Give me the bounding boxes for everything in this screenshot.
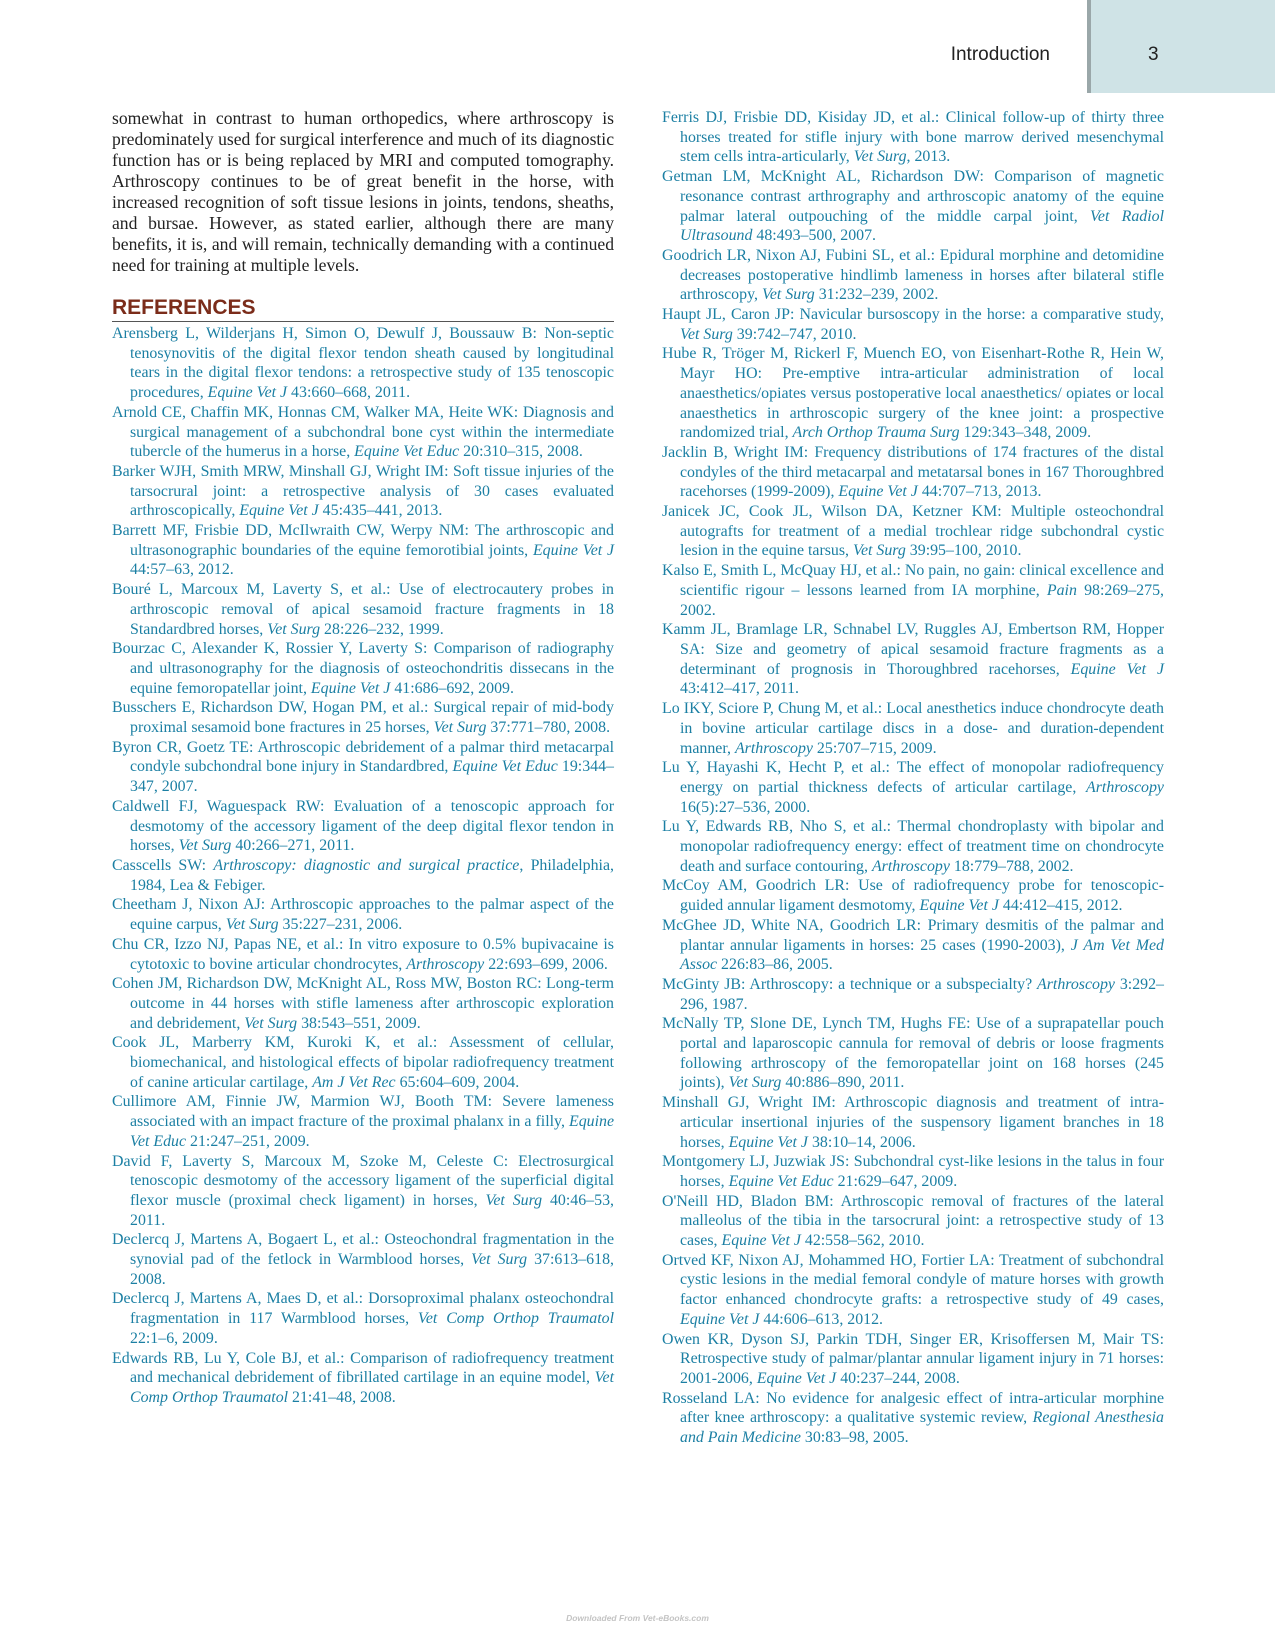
reference-authors-title: Busschers E, Richardson DW, Hogan PM, et al.: Surgical repair of mid-body proximal sesamoid bone fractures in 25 horses, [112, 699, 614, 737]
reference-entry [662, 1330, 1164, 1389]
reference-entry [112, 324, 614, 403]
reference-journal: Equine Vet J [207, 384, 288, 402]
reference-authors-title: Barrett MF, Frisbie DD, McIlwraith CW, Werpy NM: The arthroscopic and ultrasonographic boundaries of the equine femorotibial joints, [112, 522, 614, 559]
reference-authors-title: Cheetham J, Nixon AJ: Arthroscopic approaches to the palmar aspect of the equine carpus, [112, 896, 614, 934]
reference-citation: 226:83–86, 2005. [717, 956, 833, 974]
reference-authors-title: Kamm JL, Bramlage LR, Schnabel LV, Ruggles AJ, Embertson RM, Hopper SA: Size and geometry of apical sesamoid fracture fragments as a determinant of prognosis in Thoroughbred racehorses, [662, 621, 1164, 678]
references-heading: REFERENCES [112, 296, 614, 322]
reference-citation: , 2013. [906, 148, 951, 166]
reference-citation: 21:247–251, 2009. [186, 1132, 310, 1150]
reference-citation: 25:707–715, 2009. [812, 739, 937, 757]
reference-authors-title: Minshall GJ, Wright IM: Arthroscopic diagnosis and treatment of intra-articular insertional injuries of the suspensory ligament branches in 18 horses, [662, 1094, 1164, 1151]
reference-citation: 40:46–53, 2011. [130, 1191, 614, 1229]
reference-authors-title: Arensberg L, Wilderjans H, Simon O, Dewulf J, Boussauw B: Non-septic tenosynovitis of the digital flexor tendon sheath caused by longitudinal tears in the digital flexor tendons: a retrospective study of 135 tenoscopic procedures, [112, 325, 614, 402]
reference-authors-title: Cullimore AM, Finnie JW, Marmion WJ, Booth TM: Severe lameness associated with an impact fracture of the proximal phalanx in a filly, [112, 1093, 614, 1131]
reference-citation: 43:660–668, 2011. [287, 384, 411, 402]
reference-citation: 42:558–562, 2010. [800, 1232, 925, 1250]
reference-journal: Arthroscopy [1086, 778, 1164, 796]
reference-entry [662, 1093, 1164, 1152]
reference-journal: Vet Surg [267, 620, 321, 638]
reference-entry [112, 639, 614, 698]
reference-journal: Arch Orthop Trauma Surg [792, 424, 960, 442]
right-column [662, 108, 1164, 1448]
reference-entry [662, 108, 1164, 167]
reference-journal: Equine Vet J [1070, 660, 1164, 678]
reference-authors-title: Bouré L, Marcoux M, Laverty S, et al.: Use of electrocautery probes in arthroscopic removal of apical sesamoid fracture fragments in 18 Standardbred horses, [112, 581, 614, 638]
reference-citation: 39:742–747, 2010. [732, 325, 857, 343]
reference-journal: Equine Vet Educ [130, 1113, 614, 1150]
references-list-left [112, 324, 614, 1408]
reference-journal: Arthroscopy [734, 739, 813, 757]
references-list-right [662, 108, 1164, 1448]
reference-citation: 40:886–890, 2011. [781, 1074, 905, 1092]
reference-authors-title: Lu Y, Hayashi K, Hecht P, et al.: The effect of monopolar radiofrequency energy on partial thickness defects of articular cartilage, [662, 759, 1164, 796]
reference-authors-title: Declercq J, Martens A, Bogaert L, et al.: Osteochondral fragmentation in the synovial pad of the fetlock in Warmblood horses, [112, 1231, 614, 1269]
reference-authors-title: Kalso E, Smith L, McQuay HJ, et al.: No pain, no gain: clinical excellence and scientific rigour – lessons learned from IA morphine, [662, 562, 1164, 599]
reference-journal: Am J Vet Rec [312, 1073, 396, 1091]
reference-journal: Equine Vet Educ [354, 443, 460, 461]
reference-journal: Equine Vet J [239, 502, 319, 520]
reference-entry [112, 935, 614, 974]
reference-journal: Vet Surg [728, 1074, 782, 1092]
reference-citation: 30:83–98, 2005. [800, 1429, 909, 1447]
reference-journal: Vet Comp Orthop Traumatol [417, 1310, 615, 1328]
reference-entry [662, 699, 1164, 758]
reference-citation: 18:779–788, 2002. [949, 857, 1074, 875]
reference-journal: Vet Surg [761, 286, 815, 304]
reference-entry [662, 1152, 1164, 1191]
reference-entry [662, 443, 1164, 502]
running-header [0, 0, 1275, 96]
reference-entry [112, 856, 614, 895]
reference-journal: Equine Vet J [721, 1232, 801, 1250]
reference-authors-title: Hube R, Tröger M, Rickerl F, Muench EO, von Eisenhart-Rothe R, Hein W, Mayr HO: Pre-emptive intra-articular administration of local anaesthetics/opiates versus postoperative local anaesthetics/ opiates or local anaesthetics in arthroscopic surgery of the knee joint: a prospective randomized trial, [662, 345, 1164, 442]
reference-citation: 38:543–551, 2009. [297, 1014, 421, 1032]
download-watermark: Downloaded From Vet-eBooks.com [566, 1613, 709, 1623]
reference-journal: J Am Vet Med Assoc [680, 936, 1165, 974]
reference-entry [112, 462, 614, 521]
reference-entry [662, 1192, 1164, 1251]
reference-entry [662, 246, 1164, 305]
reference-journal: Equine Vet J [919, 897, 999, 915]
page-tab [1087, 0, 1275, 93]
reference-authors-title: O'Neill HD, Bladon BM: Arthroscopic removal of fractures of the lateral malleolus of the tibia in the tarsocrural joint: a retrospective study of 13 cases, [662, 1192, 1164, 1250]
reference-citation: 44:606–613, 2012. [759, 1310, 884, 1328]
reference-journal: Equine Vet Educ [728, 1172, 834, 1190]
reference-entry [112, 1349, 614, 1408]
reference-entry [112, 1152, 614, 1231]
reference-journal: Vet Radiol Ultrasound [680, 207, 1164, 245]
reference-authors-title: McGhee JD, White NA, Goodrich LR: Primary desmitis of the palmar and plantar annular ligaments in horses: 25 cases (1990-2003), [662, 916, 1164, 954]
reference-entry [662, 502, 1164, 561]
reference-authors-title: McCoy AM, Goodrich LR: Use of radiofrequency probe for tenoscopic-guided annular ligament desmotomy, [662, 877, 1164, 915]
reference-citation: 38:10–14, 2006. [807, 1133, 916, 1151]
reference-journal: Equine Vet J [728, 1133, 808, 1151]
reference-citation: 40:237–244, 2008. [836, 1370, 960, 1387]
reference-authors-title: Declercq J, Martens A, Maes D, et al.: Dorsoproximal phalanx osteochondral fragmentation in 117 Warmblood horses, [112, 1290, 614, 1328]
reference-journal: Arthroscopy [406, 955, 485, 973]
reference-journal: Vet Surg [225, 916, 279, 934]
reference-journal: Vet Surg [485, 1191, 543, 1209]
reference-journal: Vet Surg [178, 837, 232, 855]
reference-authors-title: Edwards RB, Lu Y, Cole BJ, et al.: Comparison of radiofrequency treatment and mechanical debridement of fibrillated cartilage in an equine model, [112, 1349, 614, 1387]
reference-authors-title: David F, Laverty S, Marcoux M, Szoke M, Celeste C: Electrosurgical tenoscopic desmotomy of the accessory ligament of the superficial digital flexor muscle (proximal check ligament) in horses, [112, 1152, 614, 1209]
reference-authors-title: Ferris DJ, Frisbie DD, Kisiday JD, et al.: Clinical follow-up of thirty three horses treated for stifle injury with bone marrow derived mesenchymal stem cells intra-articularly, [662, 109, 1164, 166]
reference-citation: 44:57–63, 2012. [130, 561, 234, 579]
reference-entry [662, 1251, 1164, 1330]
intro-paragraph: somewhat in contrast to human orthopedics, where arthroscopy is predominately used for surgical interference and much of its diagnostic function has or is being replaced by MRI and computed tomography. Arthroscopy continues to be of great benefit in the horse, with increased recognition of soft tissue lesions in joints, tendons, sheaths, and bursae. However, as stated earlier, although there are many benefits, it is, and will remain, technically demanding with a continued need for training at multiple levels. [112, 108, 614, 275]
reference-citation: 65:604–609, 2004. [395, 1073, 520, 1091]
reference-citation: 22:693–699, 2006. [484, 955, 608, 973]
reference-entry [112, 521, 614, 580]
reference-authors-title: Ortved KF, Nixon AJ, Mohammed HO, Fortier LA: Treatment of subchondral cystic lesions in the medial femoral condyle of mature horses with growth factor enhanced chondrocyte grafts: a retrospective study of 49 cases, [662, 1251, 1164, 1309]
reference-journal: Equine Vet J [532, 541, 615, 559]
reference-citation: 129:343–348, 2009. [959, 424, 1092, 442]
reference-citation: 40:266–271, 2011. [231, 837, 355, 855]
reference-authors-title: Janicek JC, Cook JL, Wilson DA, Ketzner KM: Multiple osteochondral autografts for treatment of a medial trochlear ridge subchondral cystic lesion in the equine tarsus, [662, 503, 1164, 560]
reference-journal: Vet Surg [680, 325, 733, 343]
reference-authors-title: Haupt JL, Caron JP: Navicular bursoscopy in the horse: a comparative study, [662, 306, 1164, 324]
reference-authors-title: Lu Y, Edwards RB, Nho S, et al.: Thermal chondroplasty with bipolar and monopolar radiofrequency energy: effect of treatment time on chondrocyte death and surface contouring, [662, 818, 1164, 875]
reference-citation: 43:412–417, 2011. [680, 680, 800, 698]
reference-journal: Equine Vet J [680, 1310, 760, 1328]
page-number: 3 [1148, 44, 1159, 65]
reference-authors-title: Byron CR, Goetz TE: Arthroscopic debridement of a palmar third metacarpal condyle subchondral bone injury in Standardbred, [112, 738, 614, 776]
reference-entry [112, 580, 614, 639]
reference-citation: 16(5):27–536, 2000. [680, 798, 811, 816]
reference-entry [662, 305, 1164, 344]
reference-citation: 19:344–347, 2007. [130, 758, 614, 796]
reference-entry [112, 797, 614, 856]
reference-journal: Vet Comp Orthop Traumatol [130, 1369, 614, 1406]
reference-entry [662, 1389, 1164, 1448]
reference-entry [112, 1289, 614, 1348]
reference-journal: Equine Vet Educ [452, 758, 558, 776]
reference-authors-title: Bourzac C, Alexander K, Rossier Y, Laverty S: Comparison of radiography and ultrasonography for the diagnosis of osteochondritis dissecans in the equine femoropatellar joint, [112, 640, 614, 697]
reference-entry [112, 403, 614, 462]
reference-citation: 21:41–48, 2008. [288, 1388, 396, 1406]
reference-entry [662, 1014, 1164, 1093]
reference-citation: 37:771–780, 2008. [486, 719, 611, 737]
reference-journal: Arthroscopy [871, 857, 950, 875]
reference-citation: 44:707–713, 2013. [917, 483, 1042, 501]
reference-entry [112, 738, 614, 797]
reference-authors-title: Caldwell FJ, Waguespack RW: Evaluation of a tenoscopic approach for desmotomy of the accessory ligament of the deep digital flexor tendon in horses, [112, 797, 614, 855]
reference-citation: 3:292–296, 1987. [680, 975, 1164, 1013]
reference-journal: Pain [1046, 581, 1077, 599]
reference-journal: Equine Vet J [756, 1370, 837, 1387]
reference-entry [662, 167, 1164, 246]
reference-citation: 31:232–239, 2002. [814, 286, 939, 304]
reference-entry [662, 876, 1164, 915]
reference-entry [112, 1230, 614, 1289]
left-column [112, 108, 614, 1408]
reference-authors-title: Goodrich LR, Nixon AJ, Fubini SL, et al.: Epidural morphine and detomidine decreases postoperative hindlimb lameness in horses after bilateral stifle arthroscopy, [662, 246, 1164, 304]
reference-authors-title: Chu CR, Izzo NJ, Papas NE, et al.: In vitro exposure to 0.5% bupivacaine is cytotoxic to bovine articular chondrocytes, [112, 935, 614, 973]
reference-entry [112, 1092, 614, 1151]
reference-journal: Equine Vet J [838, 483, 918, 501]
reference-journal: Arthroscopy [1037, 975, 1115, 993]
reference-journal: Vet Surg [433, 719, 487, 737]
reference-authors-title: Casscells SW: [112, 856, 214, 874]
reference-authors-title: Cook JL, Marberry KM, Kuroki K, et al.: Assessment of cellular, biomechanical, and histological effects of bipolar radiofrequency treatment of canine articular cartilage, [112, 1034, 614, 1091]
reference-entry [662, 620, 1164, 699]
reference-authors-title: Barker WJH, Smith MRW, Minshall GJ, Wright IM: Soft tissue injuries of the tarsocrural joint: a retrospective analysis of 30 cases evaluated arthroscopically, [112, 462, 614, 520]
reference-journal: Arthroscopy: diagnostic and surgical practice [213, 856, 520, 874]
reference-authors-title: Getman LM, McKnight AL, Richardson DW: Comparison of magnetic resonance contrast arthrography and arthroscopic anatomy of the equine palmar lateral outpouching of the middle carpal joint, [662, 168, 1164, 225]
reference-authors-title: Owen KR, Dyson SJ, Parkin TDH, Singer ER, Krisoffersen M, Mair TS: Retrospective study of palmar/plantar annular ligament injury in 71 horses: 2001-2006, [662, 1330, 1164, 1387]
reference-citation: 41:686–692, 2009. [390, 679, 514, 697]
reference-authors-title: Jacklin B, Wright IM: Frequency distributions of 174 fractures of the distal condyles of the third metacarpal and metatarsal bones in 167 Thoroughbred racehorses (1999-2009), [662, 443, 1164, 501]
reference-journal: Equine Vet J [310, 679, 391, 697]
reference-authors-title: Cohen JM, Richardson DW, McKnight AL, Ross MW, Boston RC: Long-term outcome in 44 horses with stifle lameness after arthroscopic exploration and debridement, [112, 975, 614, 1032]
reference-authors-title: Lo IKY, Sciore P, Chung M, et al.: Local anesthetics induce chondrocyte death in bovine articular cartilage discs in a dose- and duration-dependent manner, [662, 700, 1164, 757]
reference-authors-title: Arnold CE, Chaffin MK, Honnas CM, Walker MA, Heite WK: Diagnosis and surgical management of a subchondral bone cyst within the intermediate tubercle of the humerus in a horse, [112, 403, 614, 461]
reference-entry [112, 1033, 614, 1092]
reference-citation: 44:412–415, 2012. [998, 897, 1123, 915]
reference-entry [662, 758, 1164, 817]
reference-authors-title: Montgomery LJ, Juzwiak JS: Subchondral cyst-like lesions in the talus in four horses, [662, 1153, 1164, 1190]
reference-entry [662, 916, 1164, 975]
reference-citation: 48:493–500, 2007. [752, 227, 877, 245]
reference-citation: 98:269–275, 2002. [680, 581, 1164, 619]
reference-citation: 20:310–315, 2008. [459, 443, 583, 461]
reference-journal: Vet Surg [853, 542, 906, 560]
reference-citation: 45:435–441, 2013. [318, 502, 443, 520]
reference-journal: Regional Anesthesia and Pain Medicine [680, 1409, 1164, 1447]
reference-journal: Vet Surg [244, 1014, 298, 1032]
reference-citation: 28:226–232, 1999. [320, 620, 444, 638]
reference-authors-title: McNally TP, Slone DE, Lynch TM, Hughs FE: Use of a suprapatellar pouch portal and laparoscopic cannula for removal of debris or loose fragments following arthroscopy of the femoropatellar joint on 168 horses (245 joints), [662, 1015, 1164, 1092]
reference-journal: Vet Surg [853, 148, 907, 166]
reference-citation: 22:1–6, 2009. [130, 1329, 218, 1347]
reference-authors-title: McGinty JB: Arthroscopy: a technique or a subspecialty? [662, 975, 1038, 993]
reference-entry [112, 895, 614, 934]
reference-citation: 37:613–618, 2008. [130, 1251, 614, 1288]
reference-entry [662, 561, 1164, 620]
section-title: Introduction [950, 44, 1050, 65]
reference-citation: 21:629–647, 2009. [833, 1172, 958, 1190]
reference-journal: Vet Surg [471, 1251, 528, 1269]
reference-citation: , Philadelphia, 1984, Lea & Febiger. [130, 856, 615, 894]
reference-citation: 35:227–231, 2006. [278, 916, 403, 934]
reference-entry [662, 344, 1164, 443]
reference-citation: 39:95–100, 2010. [905, 542, 1022, 560]
reference-authors-title: Rosseland LA: No evidence for analgesic effect of intra-articular morphine after knee arthroscopy: a qualitative systemic review, [662, 1389, 1164, 1427]
reference-entry [662, 975, 1164, 1014]
reference-entry [662, 817, 1164, 876]
reference-entry [112, 974, 614, 1033]
reference-entry [112, 698, 614, 737]
